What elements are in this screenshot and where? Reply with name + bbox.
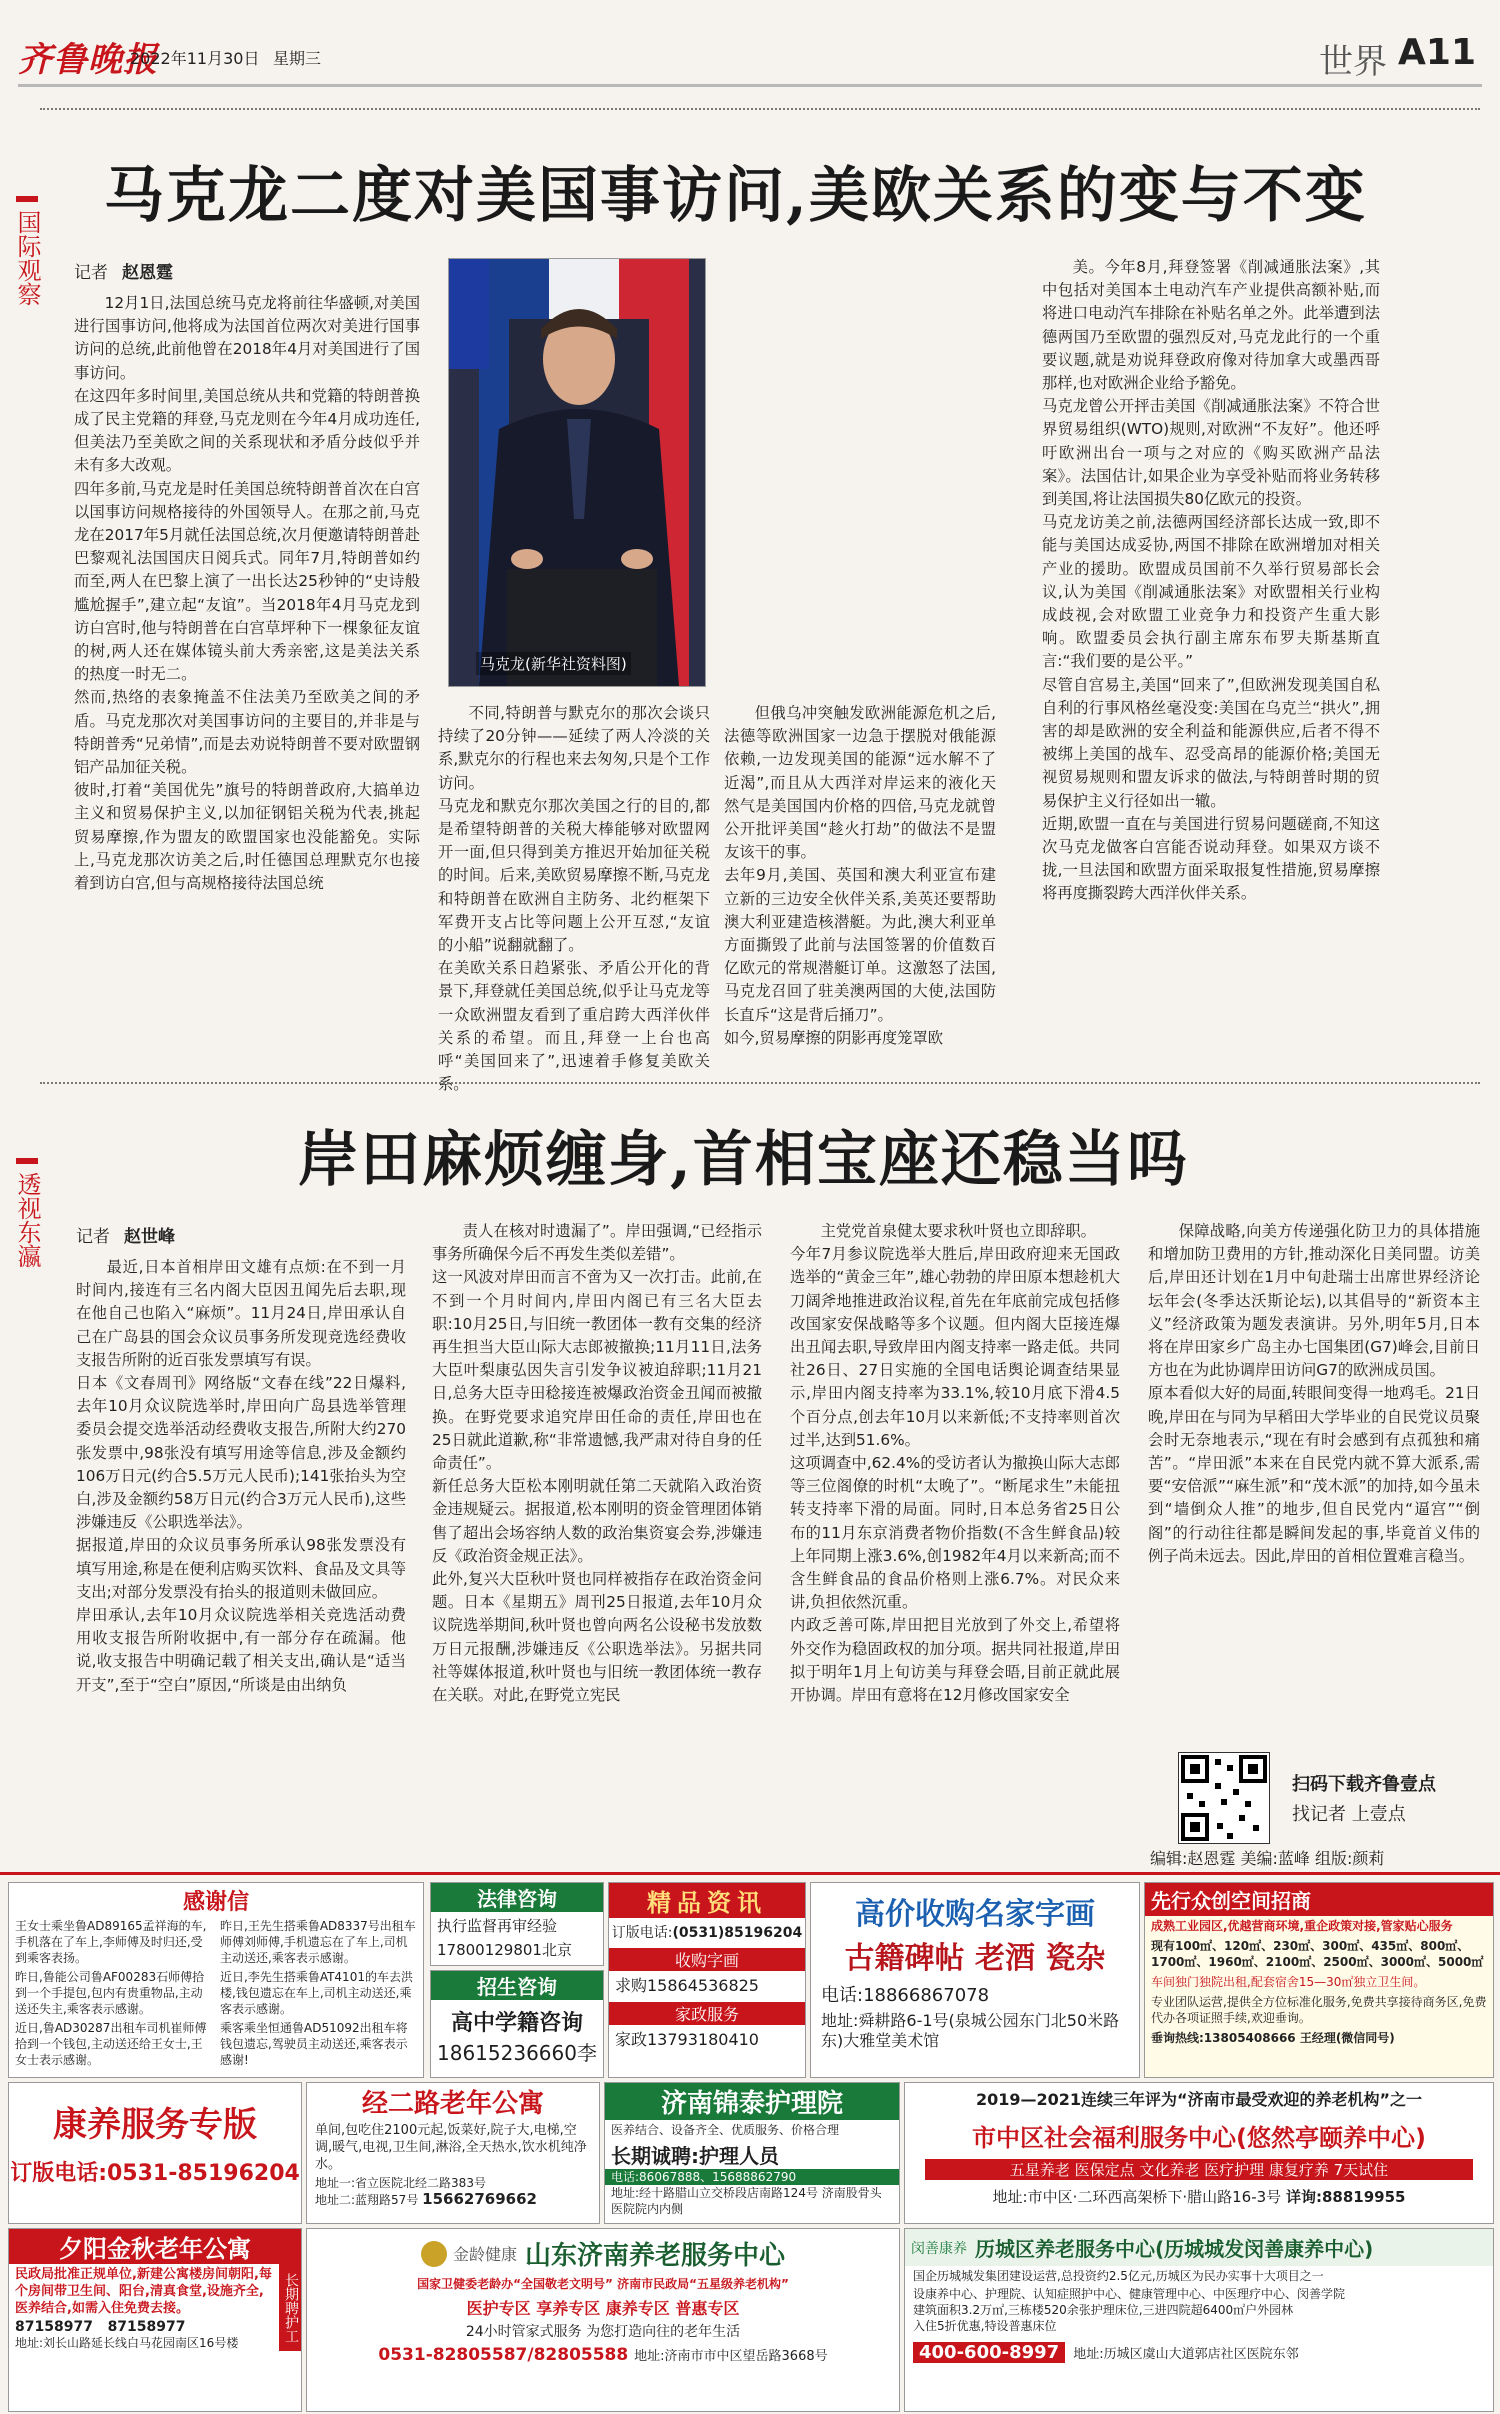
kangyang-ad	[8, 2082, 302, 2224]
lixia-brand: 闵善康养	[911, 2240, 967, 2257]
shandong-phone: 0531-82805587/82805588	[378, 2345, 629, 2365]
section-name: 世界	[1319, 42, 1387, 82]
boutique-phone: (0531)85196204	[672, 1925, 803, 1941]
byline-label: 记者	[76, 1227, 110, 1247]
jingerlu-phone: 15662769662	[422, 2190, 537, 2208]
calligraphy-phone: 18866867078	[863, 1985, 990, 2006]
article2-col2-text: 责人在核对时遗漏了”。岸田强调,“已经指示事务所确保今后不再发生类似差错”。 这一风波对岸田而言不啻为又一次打击。此前,在不到一个月时间内,岸田内阁已有三名大臣去职:10月25日,与旧统一教团体一教有交集的经济再生担当大臣山际大志郎被撤换;11月11日,法务大臣叶梨康弘因失言引发争议被迫辞职;11月21日,总务大臣寺田稔接连被爆政治资金丑闻而被撤换。在野党要求追究岸田任命的责任,岸田也在25日就此道歉,称“非常遗憾,我严肃对待自身的任命责任”。 新任总务大臣松本刚明就任第二天就陷入政治资金违规疑云。据报道,松本刚明的资金管理团体销售了超出会场容纳人数的政治集资宴会券,涉嫌违反《政治资金规正法》。 此外,复兴大臣秋叶贤也同样被指存在政治资金问题。日本《星期五》周刊25日报道,去年10月众议院选举期间,秋叶贤也曾向两名公设秘书发放数万日元报酬,涉嫌违反《公职选举法》。另据共同社等媒体报道,秋叶贤也与旧统一教团体统一教存在关联。对此,在野党立宪民	[432, 1222, 762, 1705]
law-phone: 17800129801北京	[437, 1941, 572, 1959]
issue-date: 2022年11月30日	[130, 49, 260, 68]
xiyang-phone: 87158977	[15, 2319, 93, 2335]
lixia-title: 历城区养老服务中心(历城城发闵善康养中心)	[975, 2237, 1374, 2261]
article2-tag	[12, 1158, 42, 1275]
byline-label: 记者	[74, 263, 108, 283]
issue-weekday: 星期三	[273, 49, 322, 68]
lixia-item: 国企历城城发集团建设运营,总投资约2.5亿元,历城区为民办实事十大项目之一	[913, 2269, 1324, 2283]
tag-marker	[16, 196, 38, 202]
shandong-title: 山东济南养老服务中心	[525, 2241, 786, 2271]
lixia-item: 建筑面积3.2万㎡,三栋楼520余张护理床位,三进四院超6400㎡户外园林	[913, 2303, 1294, 2317]
photo-illustration	[449, 259, 705, 686]
enroll-phone: 18615236660李	[437, 2041, 597, 2065]
xiyang-address: 地址:刘长山路延长线白马花园南区16号楼	[15, 2336, 239, 2350]
article2-column-3	[790, 1220, 1120, 1812]
jingerlu-title: 经二路老年公寓	[361, 2089, 544, 2119]
shandong-tags: 医护专区 享养专区 康养专区 普惠专区	[466, 2299, 740, 2318]
licheng-elderly-ad	[904, 2228, 1494, 2412]
article1-col4-text: 美。今年8月,拜登签署《削减通胀法案》,其中包括对美国本土电动汽车产业提供高额补贴,而将进口电动汽车排除在补贴名单之外。此举遭到法德两国乃至欧盟的强烈反对,马克龙此行的一个重要议题,就是劝说拜登政府像对待加拿大或墨西哥那样,也对欧洲企业给予豁免。 马克龙曾公开抨击美国《削减通胀法案》不符合世界贸易组织(WTO)规则,对欧洲“不友好”。他还呼吁欧洲出台一项与之对应的《购买欧洲产品法案》。法国估计,如果企业为享受补贴而将业务转移到美国,将让法国损失80亿欧元的投资。 马克龙访美之前,法德两国经济部长达成一致,即不能与美国达成妥协,两国不排除在欧洲增加对相关产业的援助。欧盟成员国前不久举行贸易部长会议,认为美国《削减通胀法案》对欧盟相关行业构成歧视,会对欧盟工业竞争力和投资产生重大影响。欧盟委员会执行副主席东布罗夫斯基斯直言:“我们要的是公平。” 尽管自宫易主,美国“回来了”,但欧洲发现美国自私自利的行事风格丝毫没变:美国在乌克兰“拱火”,拥害的却是欧洲的安全利益和能源供应,后者不得不被绑上美国的战车、忍受高昂的能源价格;美国无视贸易规则和盟友诉求的做法,与特朗普时期的贸易保护主义行径如出一辙。 近期,欧盟一直在与美国进行贸易问题磋商,不知这次马克龙做客白宫能否说动拜登。如果双方谈不拢,一旦法国和欧盟方面采取报复性措施,贸易摩擦将再度撕裂跨大西洋伙伴关系。	[1042, 258, 1380, 903]
photo-caption: 马克龙(新华社资料图)	[476, 652, 631, 675]
shizhong-tags: 五星养老 医保定点 文化养老 医疗护理 康复疗养 7天试住	[925, 2159, 1473, 2180]
calligraphy-subline: 古籍碑帖 老酒 瓷杂	[844, 1941, 1106, 1976]
article2-column-4	[1148, 1220, 1480, 1740]
article2-byline	[76, 1222, 175, 1247]
article1-column-3	[724, 702, 996, 1048]
space-leasing-ad	[1144, 1882, 1494, 2078]
newspaper-logo: 齐鲁晚报	[18, 40, 158, 80]
ads-rule	[0, 1872, 1500, 1875]
thanks-item: 昨日,王先生搭乘鲁AD8337号出租车师傅刘师傅,手机遗忘在了车上,司机主动送还,乘客表示感谢。	[220, 1919, 416, 1965]
law-item: 执行监督再审经验	[437, 1917, 558, 1935]
qr-code[interactable]	[1178, 1752, 1270, 1844]
xiyang-phone: 87158977	[107, 2319, 186, 2335]
space-phone: 垂询热线:13805408666 王经理(微信同号)	[1151, 2031, 1395, 2045]
collect-phone: 求购15864536825	[615, 1976, 759, 1995]
boutique-phone-label: 订版电话:	[611, 1925, 673, 1941]
article1-byline	[74, 258, 173, 283]
shandong-subtitle: 国家卫健委老龄办“全国敬老文明号” 济南市民政局“五星级养老机构”	[417, 2277, 789, 2291]
xiyang-hiring: 长期聘护工	[279, 2264, 301, 2351]
calligraphy-phone-label: 电话:	[821, 1985, 864, 2006]
thanks-item: 近日,鲁AD30287出租车司机崔师傅拾到一个钱包,主动送还给王女士,王女士表示感谢。	[15, 2021, 207, 2067]
law-consult-ad	[430, 1882, 604, 1966]
home-title: 家政服务	[609, 2002, 805, 2025]
jintai-hiring: 长期诚聘:护理人员	[611, 2144, 779, 2168]
jintai-title: 济南锦泰护理院	[605, 2083, 899, 2120]
masthead-rule	[18, 84, 1482, 87]
lixia-phone: 400-600-8997	[913, 2342, 1065, 2363]
calligraphy-headline: 高价收购名家字画	[855, 1897, 1095, 1932]
space-note: 车间独门独院出租,配套宿舍15—30㎡独立卫生间。	[1151, 1975, 1426, 1989]
home-phone: 家政13793180410	[615, 2030, 759, 2049]
kangyang-phone: 订版电话:0531-85196204	[10, 2161, 300, 2186]
law-title: 法律咨询	[431, 1883, 603, 1912]
article1-col1-text: 12月1日,法国总统马克龙将前往华盛顿,对美国进行国事访问,他将成为法国首位两次对美进行国事访问的总统,此前他曾在2018年4月对美国进行了国事访问。 在这四年多时间里,美国总统从共和党籍的特朗普换成了民主党籍的拜登,马克龙则在今年4月成功连任,但美法乃至美欧之间的关系现状和矛盾分歧似乎并未有多大改观。 四年多前,马克龙是时任美国总统特朗普首次在白宫以国事访问规格接待的外国领导人。在那之前,马克龙在2017年5月就任法国总统,次月便邀请特朗普赴巴黎观礼法国国庆日阅兵式。同年7月,特朗普如约而至,两人在巴黎上演了一出长达25秒钟的“史诗般尴尬握手”,建立起“友谊”。当2018年4月马克龙到访白宫时,他与特朗普在白宫草坪种下一棵象征友谊的树,两人还在媒体镜头前大秀亲密,这是美法关系的热度一时无二。 然而,热络的表象掩盖不住法美乃至欧美之间的矛盾。马克龙那次对美国事访问的主要目的,并非是与特朗普秀“兄弟情”,而是去劝说特朗普不要对欧盟钢铝产品加征关税。 彼时,打着“美国优先”旗号的特朗普政府,大搞单边主义和贸易保护主义,以加征钢铝关税为代表,挑起贸易摩擦,作为盟友的欧盟国家也没能豁免。实际上,马克龙那次访美之后,时任德国总理默克尔也接着到访白宫,但与高规格接待法国总统	[74, 294, 420, 893]
jingerlu-text: 单间,包吃住2100元起,饭菜好,院子大,电梯,空调,暖气,电视,卫生间,淋浴,全天热水,饮水机纯净水。	[315, 2123, 587, 2172]
thanks-item: 昨日,鲁能公司鲁AF00283石师傅拾到一个手提包,包内有贵重物品,主动送还失主,乘客表示感谢。	[15, 1970, 205, 2016]
shizhong-title: 市中区社会福利服务中心(悠然亭颐养中心)	[972, 2124, 1426, 2152]
jingerlu-address-1: 地址一:省立医院北经二路383号	[315, 2176, 486, 2190]
article1-headline: 马克龙二度对美国事访问,美欧关系的变与不变	[104, 161, 1367, 231]
lixia-address: 地址:历城区虞山大道郭店社区医院东邻	[1073, 2347, 1299, 2362]
xiyang-text: 民政局批准正规单位,新建公寓楼房间朝阳,每个房间带卫生间、阳台,清真食堂,设施齐全,医养结合,如需入住免费去接。	[15, 2267, 272, 2316]
thanks-title: 感谢信	[182, 1890, 249, 1915]
boutique-info-ad	[608, 1882, 806, 2078]
brand-logo-icon	[421, 2241, 447, 2267]
thanks-item: 乘客乘坐恒通鲁AD51092出租车将钱包遗忘,驾驶员主动送还,乘客表示感谢!	[220, 2021, 408, 2067]
calligraphy-ad	[810, 1882, 1140, 2078]
qr-caption-2: 找记者 上壹点	[1292, 1804, 1406, 1825]
qr-caption: 扫码下载齐鲁壹点	[1292, 1774, 1436, 1795]
article2-headline: 岸田麻烦缠身,首相宝座还稳当吗	[298, 1125, 1189, 1195]
space-title: 先行众创空间招商	[1145, 1883, 1493, 1916]
tag-marker	[16, 1158, 38, 1164]
article2-col4-text: 保障战略,向美方传递强化防卫力的具体措施和增加防卫费用的方针,推动深化日美同盟。访美后,岸田还计划在1月中旬赴瑞士出席世界经济论坛年会(冬季达沃斯论坛),以其倡导的“新资本主义”经济政策为题发表演讲。另外,明年5月,日本将在岸田家乡广岛主办七国集团(G7)峰会,目前日方也在为此协调岸田访问G7的欧洲成员国。 原本看似大好的局面,转眼间变得一地鸡毛。21日晚,岸田在与同为早稻田大学毕业的自民党议员聚会时无奈地表示,“现在有时会感到有点孤独和痛苦”。“岸田派”本来在自民党内就不算大派系,需要“安倍派”“麻生派”和“茂木派”的加持,如今虽未到“墙倒众人推”的地步,但自民党内“逼宫”“倒阁”的行动往往都是瞬间发起的事,毕竟首义伟的例子尚未远去。因此,岸田的首相位置难言稳当。	[1148, 1222, 1480, 1565]
xiyang-ad	[8, 2228, 302, 2412]
shandong-service: 24小时管家式服务 为您打造向往的老年生活	[465, 2324, 741, 2340]
article1-column-2	[438, 702, 710, 1094]
calligraphy-address: 地址:舜耕路6-1号(泉城公园东门北50米路东)大雅堂美术馆	[821, 2011, 1120, 2050]
jintai-subtitle: 医养结合、设备齐全、优质服务、价格合理	[611, 2123, 840, 2137]
xiyang-title: 夕阳金秋老年公寓	[9, 2229, 301, 2264]
byline-name: 赵恩霆	[122, 263, 173, 283]
thanks-item: 王女士乘坐鲁AD89165孟祥海的车,手机落在了车上,李师傅及时归还,受到乘客表扬。	[15, 1919, 207, 1965]
enrollment-ad	[430, 1970, 604, 2078]
thanks-letter-box	[8, 1882, 424, 2078]
boutique-title: 精品资讯	[609, 1883, 805, 1918]
jintai-ad	[604, 2082, 900, 2224]
byline-name: 赵世峰	[124, 1227, 175, 1247]
space-sizes: 现有100㎡、120㎡、230㎡、300㎡、435㎡、800㎡、1700㎡、1960㎡、2100㎡、2500㎡、3000㎡、5000㎡	[1151, 1939, 1484, 1969]
article1-col2-text: 不同,特朗普与默克尔的那次会谈只持续了20分钟——延续了两人冷淡的关系,默克尔的行程也来去匆匆,只是个工作访问。 马克龙和默克尔那次美国之行的目的,都是希望特朗普的关税大棒能够对欧盟网开一面,但只得到美方推迟开始加征关税的时间。后来,美欧贸易摩擦不断,马克龙和特朗普在欧洲自主防务、北约框架下军费开支占比等问题上公开互怼,“友谊的小船”说翻就翻了。 在美欧关系日趋紧张、矛盾公开化的背景下,拜登就任美国总统,似乎让马克龙等一众欧洲盟友看到了重启跨大西洋伙伴关系的希望。而且,拜登一上台也高呼“美国回来了”,迅速着手修复美欧关系。	[438, 704, 710, 1094]
jingerlu-ad	[306, 2082, 600, 2224]
article2-col1-text: 最近,日本首相岸田文雄有点烦:在不到一月时间内,接连有三名内阁大臣因丑闻先后去职,现在他自己也陷入“麻烦”。11月24日,岸田承认自己在广岛县的国会众议员事务所发现竞选经费收支报告所附的近百张发票填写有误。 日本《文春周刊》网络版“文春在线”22日爆料,去年10月众议院选举时,岸田向广岛县选举管理委员会提交选举活动经费收支报告,所附大约270张发票中,98张没有填写用途等信息,涉及金额约106万日元(约合5.5万元人民币);141张抬头为空白,涉及金额约58万日元(约合3万元人民币),这些涉嫌违反《公职选举法》。 据报道,岸田的众议员事务所承认98张发票没有填写用途,称是在便利店购买饮料、食品及文具等支出;对部分发票没有抬头的报道则未做回应。 岸田承认,去年10月众议院选举相关竞选活动费用收支报告所附收据中,有一部分存在疏漏。他说,收支报告中明确记载了相关支出,确认是“适当开支”,至于“空白”原因,“所谈是由出纳负	[76, 1258, 406, 1694]
kangyang-title: 康养服务专版	[53, 2105, 257, 2145]
divider	[40, 1082, 1480, 1084]
article2-column-1	[76, 1256, 406, 1812]
lixia-item: 设康养中心、护理院、认知症照护中心、健康管理中心、中医理疗中心、闵善学院	[913, 2287, 1346, 2301]
jintai-phone: 电话:86067888、15688862790	[605, 2169, 899, 2185]
article1-tag-text: 国际观察	[13, 210, 41, 306]
enroll-main: 高中学籍咨询	[450, 2011, 583, 2036]
enroll-title: 招生咨询	[431, 1971, 603, 2000]
page-number: A11	[1398, 32, 1476, 73]
shandong-brand: 金龄健康	[452, 2245, 517, 2264]
divider	[40, 108, 1480, 110]
award-text: 2019—2021连续三年评为“济南市最受欢迎的养老机构”之一	[975, 2090, 1423, 2109]
shizhong-address: 地址:市中区·二环西高架桥下·腊山路16-3号	[992, 2188, 1282, 2206]
macron-photo	[448, 258, 706, 687]
article1-tag	[12, 196, 42, 313]
thanks-item: 近日,李先生搭乘鲁AT4101的车去洪楼,钱包遗忘在车上,司机主动送还,乘客表示感谢。	[220, 1970, 413, 2016]
qr-code-pattern	[1179, 1753, 1269, 1843]
lixia-item: 入住5折优惠,特设普惠床位	[913, 2319, 1057, 2333]
shizhong-phone: 详询:88819955	[1285, 2188, 1406, 2206]
jintai-address: 地址:经十路腊山立交桥段店南路124号 济南股骨头医院院内内侧	[611, 2186, 882, 2216]
jingerlu-address-2: 地址二:蓝翔路57号	[315, 2193, 419, 2207]
collect-title: 收购字画	[609, 1948, 805, 1971]
article1-col3-text: 但俄乌冲突触发欧洲能源危机之后,法德等欧洲国家一边急于摆脱对俄能源依赖,一边发现美国的能源“远水解不了近渴”,而且从大西洋对岸运来的液化天然气是美国国内价格的四倍,马克龙就曾公开批评美国“趁火打劫”的做法不是盟友该干的事。 去年9月,美国、英国和澳大利亚宣布建立新的三边安全伙伴关系,美英还要帮助澳大利亚建造核潜艇。为此,澳大利亚单方面撕毁了此前与法国签署的价值数百亿欧元的常规潜艇订单。这激怒了法国,马克龙召回了驻美澳两国的大使,法国防长直斥“这是背后捅刀”。 如今,贸易摩擦的阴影再度笼罩欧	[724, 704, 996, 1047]
article1-column-4	[1042, 256, 1380, 1048]
article2-column-2	[432, 1220, 762, 1812]
article1-column-1	[74, 292, 420, 1048]
space-subtitle: 成熟工业园区,优越营商环境,重企政策对接,管家贴心服务	[1151, 1919, 1453, 1933]
masthead	[18, 30, 1482, 80]
shandong-address: 地址:济南市市中区望岳路3668号	[634, 2349, 828, 2364]
shandong-elderly-ad	[306, 2228, 900, 2412]
shizhong-welfare-ad	[904, 2082, 1494, 2224]
space-service: 专业团队运营,提供全方位标准化服务,免费共享接待商务区,免费代办各项证照手续,欢迎垂询。	[1151, 1995, 1487, 2025]
article2-col3-text: 主党党首泉健太要求秋叶贤也立即辞职。 今年7月参议院选举大胜后,岸田政府迎来无国政选举的“黄金三年”,雄心勃勃的岸田原本想趁机大刀阔斧地推进政治议程,首先在年底前完成包括修改国家安保战略等多个议题。但内阁大臣接连爆出丑闻去职,导致岸田内阁支持率一路走低。共同社26日、27日实施的全国电话舆论调查结果显示,岸田内阁支持率为33.1%,较10月底下滑4.5个百分点,创去年10月以来新低;不支持率则首次过半,达到51.6%。 这项调查中,62.4%的受访者认为撤换山际大志郎等三位阁僚的时机“太晚了”。“断尾求生”未能扭转支持率下滑的局面。同时,日本总务省25日公布的11月东京消费者物价指数(不含生鲜食品)较上年同期上涨3.6%,创1982年4月以来新高;而不含生鲜食品的食品价格则上涨6.7%。对民众来讲,负担依然沉重。 内政乏善可陈,岸田把目光放到了外交上,希望将外交作为稳固政权的加分项。据共同社报道,岸田拟于明年1月上旬访美与拜登会晤,目前正就此展开协调。岸田有意将在12月修改国家安全	[790, 1222, 1120, 1705]
article2-tag-text: 透视东瀛	[13, 1172, 41, 1268]
editor-credits: 编辑:赵恩霆 美编:蓝峰 组版:颜莉	[1150, 1849, 1385, 1868]
